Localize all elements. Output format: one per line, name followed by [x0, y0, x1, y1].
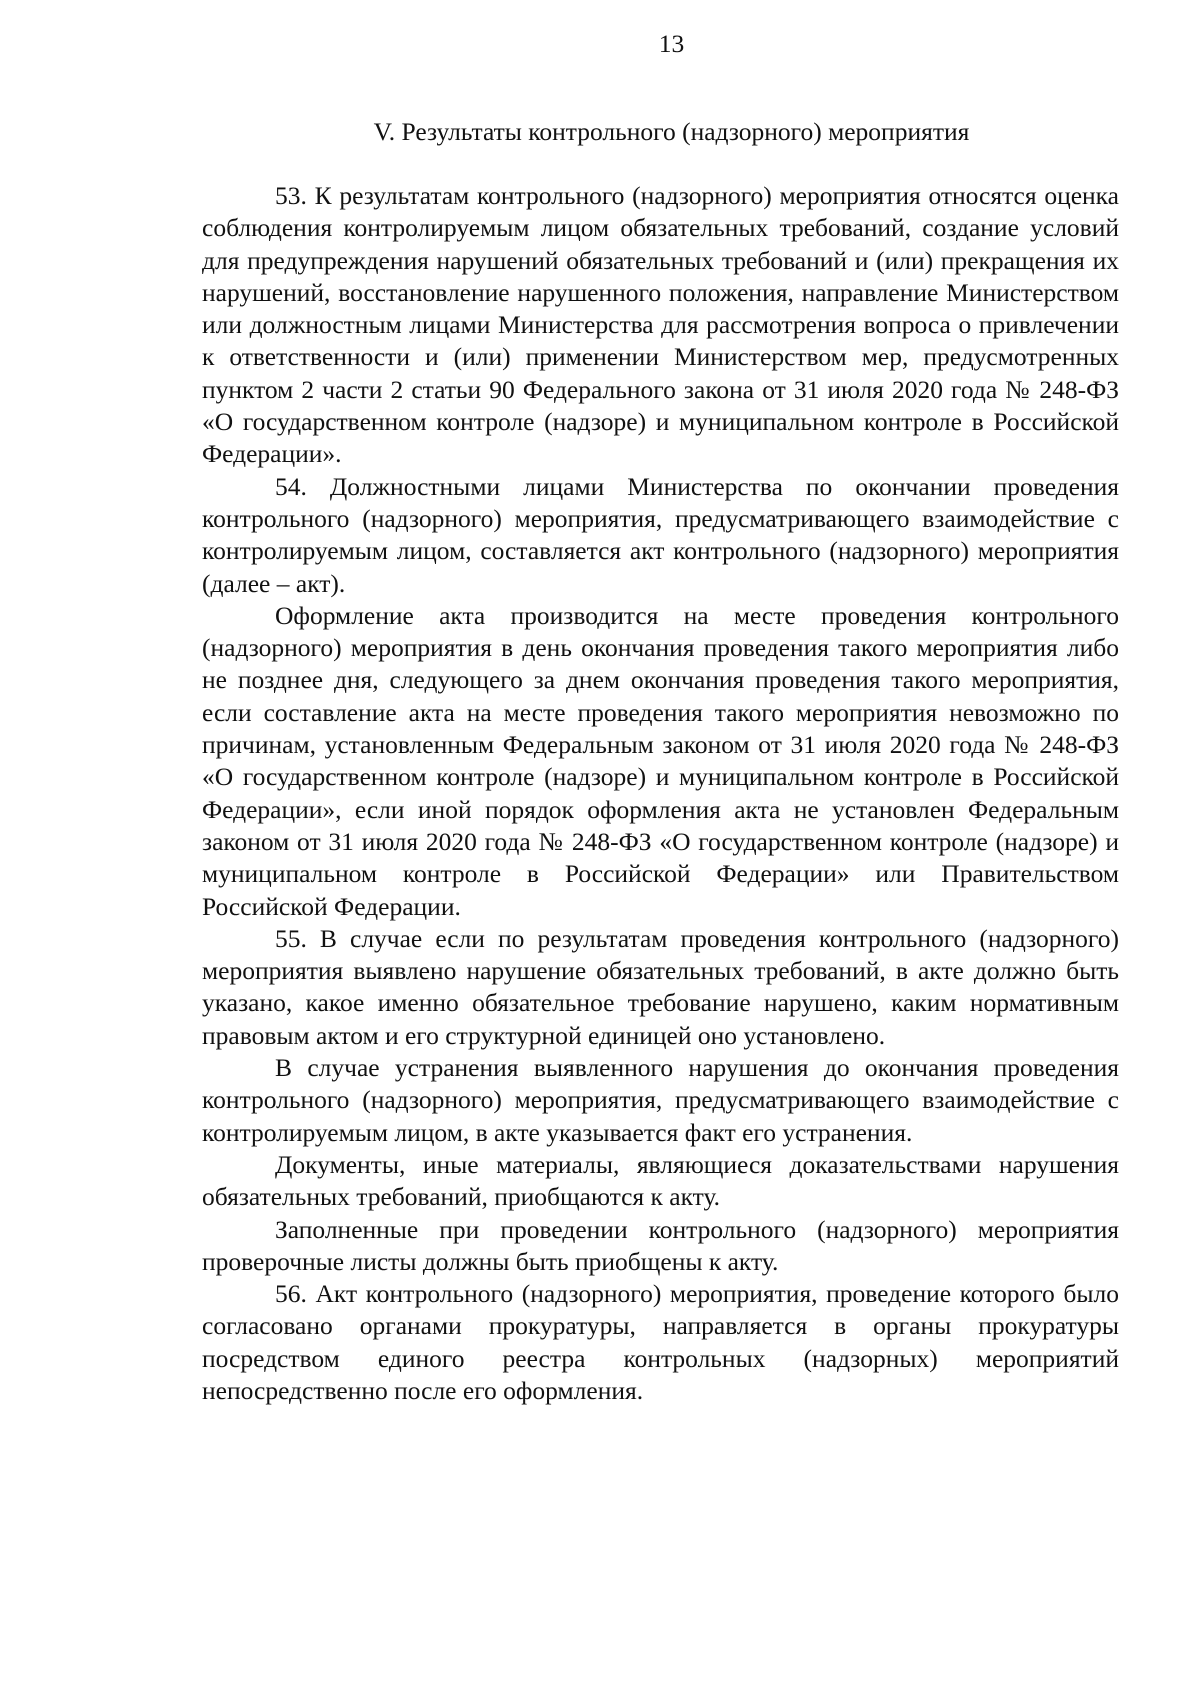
paragraph-checklists: Заполненные при проведении контрольного (надзорного) мероприятия проверочные листы должны быть приобщены к акту.: [202, 1214, 1119, 1276]
paragraph-53: 53. К результатам контрольного (надзорного) мероприятия относятся оценка соблюдения контролируемым лицом обязательных требований, создание условий для предупреждения нарушений обязательных требований и (или) прекращения их нарушений, восстановление нарушенного положения, направление Министерством или должностным лицами Министерства для рассмотрения вопроса о привлечении к ответственности и (или) применении Министерством мер, предусмотренных пунктом 2 части 2 статьи 90 Федерального закона от 31 июля 2020 года № 248-ФЗ «О государственном контроле (надзоре) и муниципальном контроле в Российской Федерации».: [202, 181, 1119, 469]
page-number: 13: [658, 29, 685, 58]
paragraph-56: 56. Акт контрольного (надзорного) мероприятия, проведение которого было согласовано органами прокуратуры, направляется в органы прокуратуры посредством единого реестра контрольных (надзорных) мероприятий непосредственно после его оформления.: [202, 1279, 1119, 1405]
paragraph-evidence-documents: Документы, иные материалы, являющиеся доказательствами нарушения обязательных требований, приобщаются к акту.: [202, 1149, 1119, 1212]
paragraph-54: 54. Должностными лицами Министерства по окончании проведения контрольного (надзорного) мероприятия, предусматривающего взаимодействие с контролируемым лицом, составляется акт контрольного (надзорного) мероприятия (далее – акт).: [202, 471, 1119, 598]
paragraph-violation-elimination: В случае устранения выявленного нарушения до окончания проведения контрольного (надзорного) мероприятия, предусматривающего взаимодействие с контролируемым лицом, в акте указывается факт его устранения.: [202, 1053, 1119, 1147]
paragraph-act-execution: Оформление акта производится на месте проведения контрольного (надзорного) мероприятия в день окончания проведения такого мероприятия либо не позднее дня, следующего за днем окончания проведения такого мероприятия, если составление акта на месте проведения такого мероприятия невозможно по причинам, установленным Федеральным законом от 31 июля 2020 года № 248-ФЗ «О государственном контроле (надзоре) и муниципальном контроле в Российской Федерации», если иной порядок оформления акта не установлен Федеральным законом от 31 июля 2020 года № 248-ФЗ «О государственном контроле (надзоре) и муниципальном контроле в Российской Федерации» или Правительством Российской Федерации.: [202, 600, 1119, 921]
paragraph-55: 55. В случае если по результатам проведения контрольного (надзорного) мероприятия выявлено нарушение обязательных требований, в акте должно быть указано, какое именно обязательное требование нарушено, каким нормативным правовым актом и его структурной единицей оно установлено.: [202, 923, 1119, 1050]
section-title: V. Результаты контрольного (надзорного) мероприятия: [373, 117, 970, 146]
document-body: [202, 180, 1119, 1407]
